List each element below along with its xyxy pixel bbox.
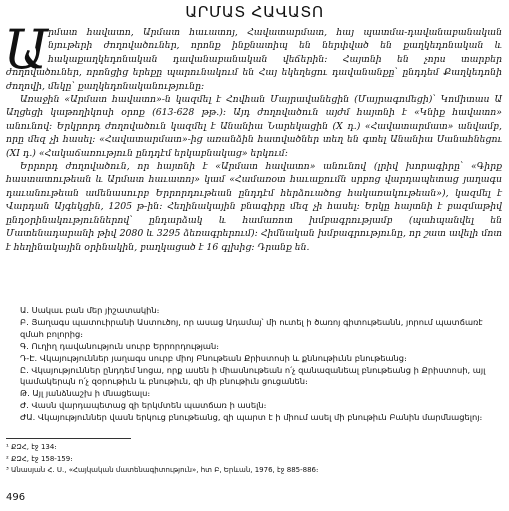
- list-item: Ը. Վկայություններ ընդդեմ նոցա, որք ասեն ի միասնութեան ո՛չ զանազանեալ բնութեանց ի Քրիստոսի, այլ կամակերպն ո՛չ զօրութիւն և բնութիւն, զի մի բնութիւն ցուցանեն։: [20, 364, 486, 387]
- list-item: Դ-Է. Վկայություններ յաղագս սուրբ միոյ Բնութեան Քրիստոսի և քննութիւնն բնութեանց։: [20, 352, 407, 363]
- page-title: ԱՐՄԱՏ ՀԱՎԱՏՈ: [185, 3, 324, 21]
- footnote: ² ՔԶՀ, էջ 158-159։: [6, 454, 73, 463]
- footnote: ¹ ՔԶՀ, էջ 134։: [6, 443, 57, 451]
- drop-cap-spacer: [6, 26, 48, 66]
- paragraph-1: րմատ հավատո, Արմատ հաւատոյ, Հավատարմատ, հայ պատմա-դավանաբանական նյութերի ժողովածուներ, որոնք ինքնատիպ են ներփված են քաղկեդոնական և հակաքաղկեդոնական դավանաբանական վեճերին։ Հայտնի են չորս տարբեր ժողովածուներ, որոնցից երեքը պարունակում են Հայ եկեղեցու դավանանքը՝ ընդդեմ Քաղկեդոնի ժողովի, մեկը՝ քաղկեդոնականությունը։: [6, 27, 502, 92]
- article-body: [6, 26, 502, 254]
- list-item: Բ. Յաղագս պատուիրանի Աստուծոյ, որ ասաց Ադամայ՝ մի ուտել ի ծառոյ գիտութեանն, յորում պատճառէ զմահ բոլորից։: [20, 316, 483, 339]
- footnotes: [6, 442, 502, 477]
- page-number: 496: [6, 492, 26, 503]
- list-item: Գ. Ուղիղ դավանություն սուրբ Երրորդության։: [20, 340, 220, 351]
- drop-cap-letter: Ա: [4, 18, 48, 81]
- paragraph-3: Երրորդ ժողովածուն, որ հայտնի է «Արմատ հավատո» անունով (լրիվ խորագիրը՝ «Գիրք հաստատութեան և Արմատ հաւատոյ» կամ «Համառօտ հաւաքումն սրբոց վարդապետաց յաղագս դաւանութեան ամենասուրբ Երրորդութեան ընդդէմ հերձուածոց հակառակութեան»), կազմել է Վարդան Այգեկցին, 1205 թ-ին։ Հեղինակային բնագիրը մեզ չի հասել։ Երկը հայտնի է բազմաթիվ ընդօրինակություններով՝ ընդարձակ և համառոտ խմբագրությամբ (պահպանվել են Մատենադարանի թիվ 2080 և 3295 ձեռագրերում)։ Հիմնական խմբագրությունը, որ շատ ավելի մոտ է հեղինակային օրինակին, բաղկացած է 16 գլխից։ Դրանք են.: [6, 161, 502, 253]
- list-item: Թ. Այլ յանձնաշխ ի մնացեալս։: [20, 388, 151, 399]
- paragraph-2: Առաջին «Արմատ հավատո»-ն կազմել է Հովհան Մայրավանեցին (Մայրագոմեցի)՝ Կոմիտաս Ա Աղցեցի կաթողիկոսի օրոք (613-628 թթ.)։ Այդ ժողովածուն այժմ հայտնի է «Կնիք հավատո» անունով։ Երկրորդ ժողովածուն կազմել է Անանիա Նարեկացին (X դ.) «Հավատարմատ» անվամբ, որը մեզ չի հասել։ «Հավատարմատ»-ից առանձին հատվածներ տեղ են գտել Անանիա Սանահնեցու (XI դ.) «Հակաճառություն ընդդէմ երկաբնակաց» երկում։: [6, 94, 502, 159]
- list-item: Ժ. Վասն վարդապետաց զի երկմտեն պատճառ ի ասելն։: [20, 400, 267, 411]
- footnote: ³ Անասյան Հ. Ս., «Հայկական մատենագիտություն», հտ Բ, Երևան, 1976, էջ 885-886։: [6, 466, 319, 474]
- footnote-divider: [6, 438, 131, 439]
- chapter-list: [6, 305, 502, 424]
- list-item: Ա. Սակաւ բան մեր յիշատակին։: [20, 305, 160, 315]
- list-item: ԺԱ. Վկայություններ վասն երկուց բնութեանց, զի պարտ է ի միում ասել մի բնութիւն Բանին մարմնացելոյ։: [20, 412, 483, 423]
